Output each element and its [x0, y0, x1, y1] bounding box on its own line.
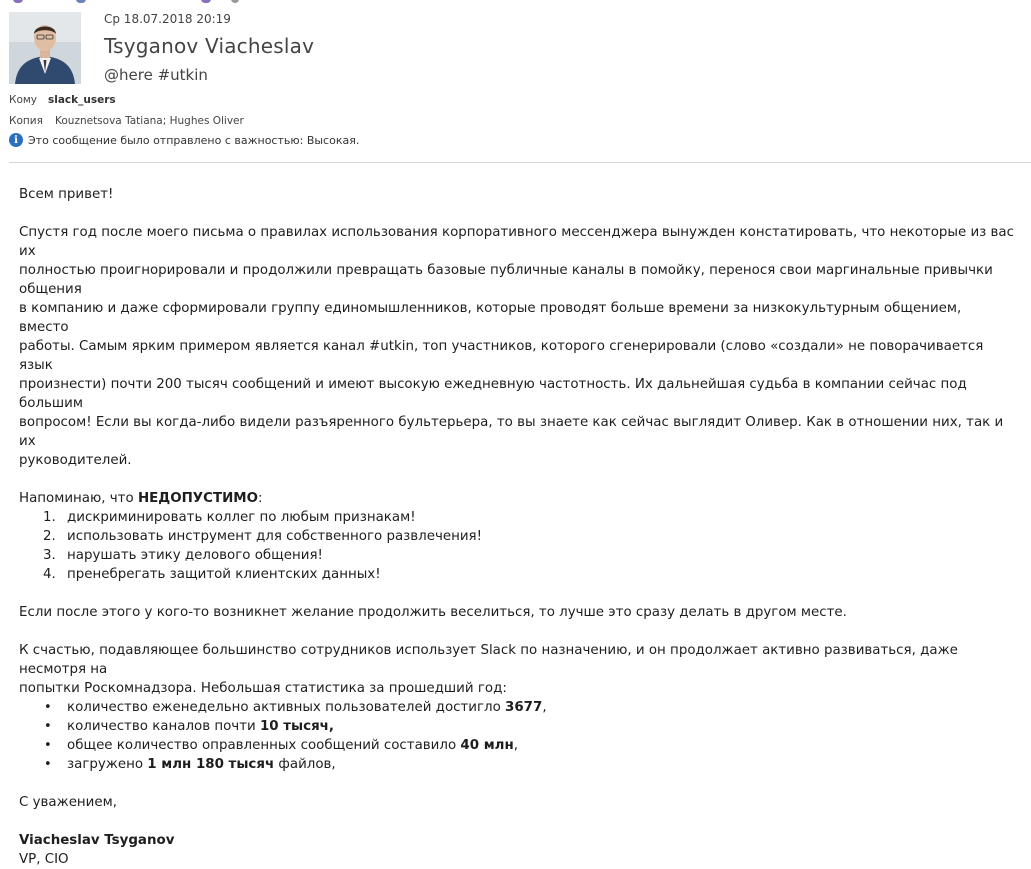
sender-avatar[interactable]: [9, 12, 81, 84]
stat-suffix: ,: [542, 700, 547, 715]
stats-intro-line: попытки Роскомнадзора. Небольшая статистика за прошедший год:: [19, 681, 507, 696]
stat-prefix: количество еженедельно активных пользователей достигло: [67, 700, 506, 715]
bullet-icon: •: [44, 738, 52, 753]
stat-prefix: общее количество оправленных сообщений составило: [67, 738, 461, 753]
stat-value: 40 млн: [460, 738, 514, 753]
importance-text: Это сообщение было отправлено с важностью: Высокая.: [28, 133, 360, 147]
importance-notice: [9, 133, 359, 147]
email-subject: @here #utkin: [104, 66, 208, 84]
sent-date: Ср 18.07.2018 20:19: [104, 12, 231, 26]
paragraph-line: произнести) почти 200 тысяч сообщений и имеют высокую ежедневную частотность. Их дальнейшая судьба в компании сейчас под большим: [19, 377, 967, 411]
sender-name[interactable]: Tsyganov Viacheslav: [104, 34, 315, 58]
list-item: [19, 508, 1014, 527]
email-body: [19, 185, 1014, 869]
paragraph-line: вопросом! Если вы когда-либо видели разъяренного бультерьера, то вы знаете как сейчас выглядит Оливер. Как в отношении них, так и их: [19, 415, 1004, 449]
list-marker: 2.: [43, 529, 56, 544]
list-marker: 4.: [43, 567, 56, 582]
main-paragraph: [19, 223, 1014, 470]
closing: С уважением,: [19, 795, 117, 810]
person-photo-icon: [9, 12, 81, 84]
list-item-text: дискриминировать коллег по любым признакам!: [67, 510, 416, 525]
bullet-icon: •: [44, 757, 52, 772]
info-icon: i: [9, 133, 23, 147]
bullet-icon: •: [44, 700, 52, 715]
toolbar-remnant-icon[interactable]: [231, 0, 239, 3]
header-divider: [9, 162, 1031, 163]
stat-prefix: загружено: [67, 757, 148, 772]
stat-suffix: файлов,: [274, 757, 336, 772]
toolbar-remnant-icon[interactable]: [201, 0, 211, 3]
cc-label: Копия: [9, 115, 43, 127]
list-item-text: нарушать этику делового общения!: [67, 548, 323, 563]
reminder-bold: НЕДОПУСТИМО: [137, 491, 259, 506]
bullet-icon: •: [44, 719, 52, 734]
stats-intro-line: К счастью, подавляющее большинство сотрудников использует Slack по назначению, и он продолжает активно развиваться, даже несмотря на: [19, 643, 958, 677]
list-item-text: пренебрегать защитой клиентских данных!: [67, 567, 381, 582]
paragraph-line: полностью проигнорировали и продолжили превращать базовые публичные каналы в помойку, перенося свои маргинальные привычки общения: [19, 263, 993, 297]
stat-value: 3677: [505, 700, 543, 715]
to-label: Кому: [9, 94, 38, 106]
stat-suffix: ,: [513, 738, 518, 753]
rules-list: [19, 508, 1014, 584]
to-row: [9, 94, 116, 106]
stats-list: [19, 698, 1014, 774]
toolbar-remnant-icon[interactable]: [13, 0, 23, 3]
reminder-line: [19, 489, 1014, 508]
signature-title: VP, CIO: [19, 852, 69, 867]
warning-paragraph: Если после этого у кого-то возникнет желание продолжить веселиться, то лучше это сразу делать в другом месте.: [19, 605, 847, 620]
list-marker: 3.: [43, 548, 56, 563]
list-item: [19, 527, 1014, 546]
greeting: Всем привет!: [19, 187, 114, 202]
reminder-prefix: Напоминаю, что: [19, 491, 138, 506]
stat-value: 1 млн 180 тысяч: [147, 757, 275, 772]
list-item: [19, 717, 1014, 736]
cc-recipients[interactable]: Kouznetsova Tatiana; Hughes Oliver: [55, 115, 244, 127]
toolbar-remnant-icon[interactable]: [76, 0, 86, 3]
to-recipient[interactable]: slack_users: [48, 94, 116, 106]
list-item: [19, 565, 1014, 584]
stat-value: 10 тысяч,: [259, 719, 334, 734]
paragraph-line: работы. Самым ярким примером является канал #utkin, топ участников, которого сгенерировали (слово «создали» не поворачивается язык: [19, 339, 984, 373]
paragraph-line: руководителей.: [19, 453, 132, 468]
list-item: [19, 736, 1014, 755]
toolbar-remnant: [0, 0, 1031, 6]
signature-name: Viacheslav Tsyganov: [19, 833, 175, 848]
list-marker: 1.: [43, 510, 56, 525]
list-item: [19, 546, 1014, 565]
paragraph-line: в компанию и даже сформировали группу единомышленников, которые проводят больше времени за низкокультурным общением, вместо: [19, 301, 962, 335]
list-item: [19, 698, 1014, 717]
list-item: [19, 755, 1014, 774]
reminder-suffix: :: [258, 491, 263, 506]
list-item-text: использовать инструмент для собственного развлечения!: [67, 529, 482, 544]
cc-row: [9, 115, 244, 127]
stat-prefix: количество каналов почти: [67, 719, 260, 734]
paragraph-line: Спустя год после моего письма о правилах использования корпоративного мессенджера вынужден констатировать, что некоторые из вас их: [19, 225, 1014, 259]
